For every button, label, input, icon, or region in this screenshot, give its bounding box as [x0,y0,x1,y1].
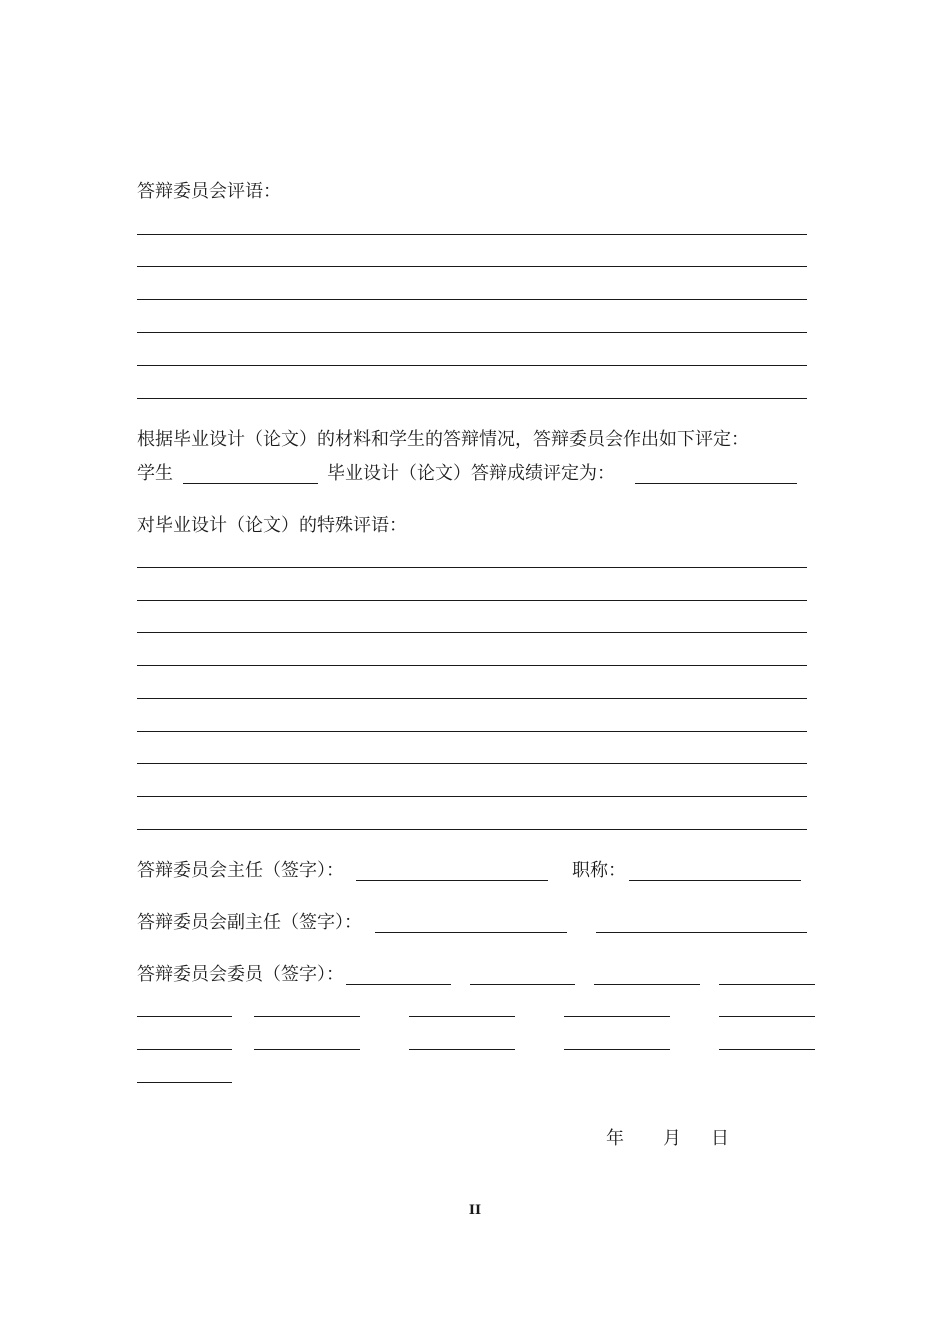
member-signature-field[interactable] [470,984,575,985]
special-comment-line[interactable] [137,763,807,764]
special-comment-line[interactable] [137,632,807,633]
comment-line[interactable] [137,332,807,333]
member-signature-field[interactable] [137,1082,232,1083]
committee-comment-label: 答辩委员会评语： [137,181,281,202]
member-signature-field[interactable] [564,1016,670,1017]
vice-chair-title-field[interactable] [596,932,807,933]
date-month-label: 月 [663,1128,681,1149]
member-signature-field[interactable] [254,1049,360,1050]
page-number: II [468,1203,482,1218]
comment-line[interactable] [137,398,807,399]
special-comment-line[interactable] [137,600,807,601]
special-comment-line[interactable] [137,665,807,666]
comment-line[interactable] [137,299,807,300]
vice-chair-signature-field[interactable] [375,932,567,933]
title-label: 职称： [572,860,626,881]
chair-signature-label: 答辩委员会主任（签字）： [137,860,344,881]
special-comment-label: 对毕业设计（论文）的特殊评语： [137,515,407,536]
student-label: 学生 [137,463,173,484]
member-signature-field[interactable] [719,984,815,985]
member-signature-field[interactable] [346,984,451,985]
members-signature-label: 答辩委员会委员（签字）： [137,964,344,985]
vice-chair-signature-label: 答辩委员会副主任（签字）： [137,912,362,933]
special-comment-line[interactable] [137,567,807,568]
member-signature-field[interactable] [719,1016,815,1017]
member-signature-field[interactable] [254,1016,360,1017]
member-signature-field[interactable] [137,1016,232,1017]
comment-line[interactable] [137,365,807,366]
member-signature-field[interactable] [719,1049,815,1050]
member-signature-field[interactable] [564,1049,670,1050]
student-name-field[interactable] [183,483,318,484]
member-signature-field[interactable] [409,1016,515,1017]
evaluation-intro: 根据毕业设计（论文）的材料和学生的答辩情况，答辩委员会作出如下评定： [137,429,749,450]
chair-signature-field[interactable] [356,880,548,881]
member-signature-field[interactable] [594,984,700,985]
comment-line[interactable] [137,234,807,235]
comment-line[interactable] [137,266,807,267]
date-day-label: 日 [711,1128,729,1149]
special-comment-line[interactable] [137,731,807,732]
title-field[interactable] [629,880,801,881]
member-signature-field[interactable] [409,1049,515,1050]
member-signature-field[interactable] [137,1049,232,1050]
special-comment-line[interactable] [137,829,807,830]
special-comment-line[interactable] [137,698,807,699]
grade-label: 毕业设计（论文）答辩成绩评定为： [327,463,615,484]
special-comment-line[interactable] [137,796,807,797]
grade-field[interactable] [635,483,797,484]
date-year-label: 年 [606,1128,624,1149]
